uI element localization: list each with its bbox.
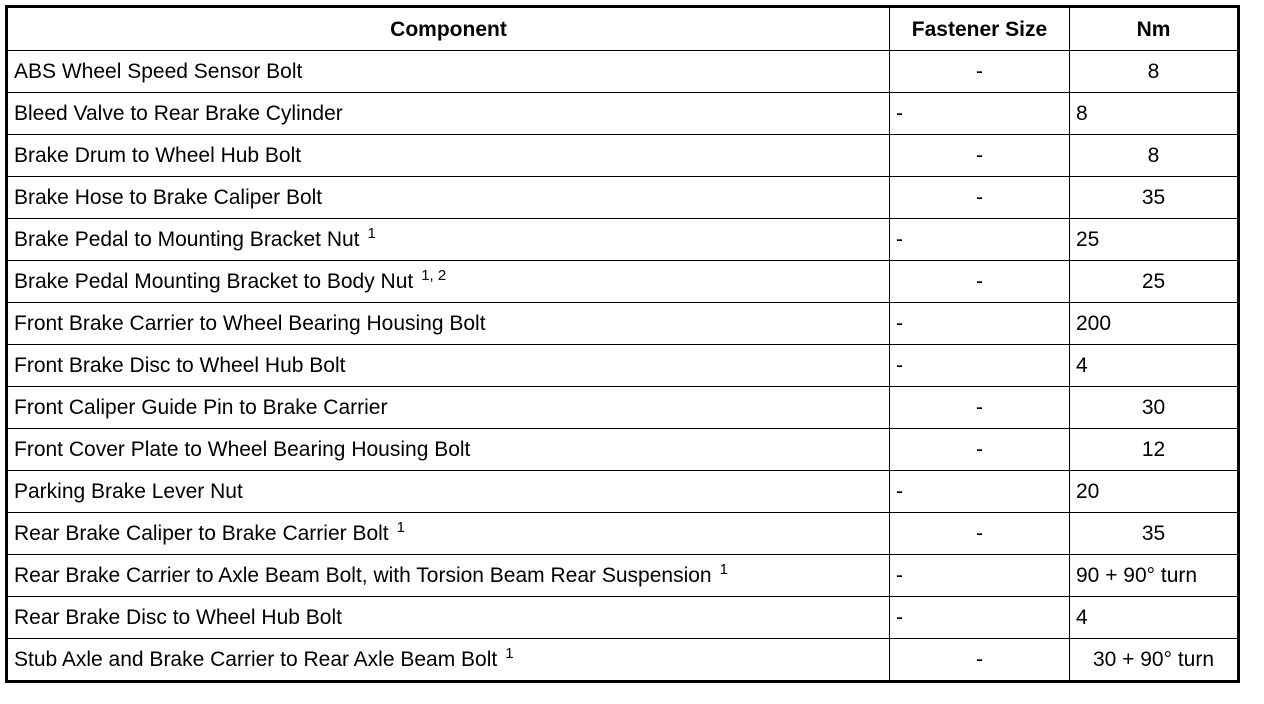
table-row: [7, 429, 1239, 471]
component-name: Front Caliper Guide Pin to Brake Carrier: [14, 396, 388, 419]
component-cell: [7, 639, 890, 682]
fastener-size-cell: -: [890, 429, 1070, 471]
table-row: [7, 93, 1239, 135]
table-row: [7, 135, 1239, 177]
component-cell: [7, 471, 890, 513]
torque-nm-cell: 25: [1070, 261, 1239, 303]
component-name: Rear Brake Disc to Wheel Hub Bolt: [14, 606, 342, 629]
fastener-size-cell: -: [890, 471, 1070, 513]
table-header-row: [7, 7, 1239, 51]
torque-nm-cell: 8: [1070, 93, 1239, 135]
footnote-marker: 1: [367, 225, 376, 242]
component-name: ABS Wheel Speed Sensor Bolt: [14, 60, 303, 83]
torque-nm-cell: 35: [1070, 513, 1239, 555]
component-cell: [7, 135, 890, 177]
table-row: [7, 51, 1239, 93]
component-cell: [7, 303, 890, 345]
component-name: Brake Hose to Brake Caliper Bolt: [14, 186, 323, 209]
table-row: [7, 177, 1239, 219]
component-cell: [7, 261, 890, 303]
footnote-marker: 1: [719, 561, 728, 578]
footnote-marker: 1: [396, 519, 405, 536]
torque-nm-cell: 30: [1070, 387, 1239, 429]
torque-nm-cell: 30 + 90° turn: [1070, 639, 1239, 682]
table-row: [7, 597, 1239, 639]
component-cell: [7, 93, 890, 135]
header-nm: Nm: [1070, 7, 1239, 51]
fastener-size-cell: -: [890, 219, 1070, 261]
fastener-size-cell: -: [890, 513, 1070, 555]
fastener-size-cell: -: [890, 555, 1070, 597]
table-row: [7, 387, 1239, 429]
torque-nm-cell: 4: [1070, 597, 1239, 639]
torque-nm-cell: 12: [1070, 429, 1239, 471]
table-row: [7, 471, 1239, 513]
fastener-size-cell: -: [890, 345, 1070, 387]
table-row: [7, 513, 1239, 555]
component-name: Front Brake Disc to Wheel Hub Bolt: [14, 354, 346, 377]
component-name: Stub Axle and Brake Carrier to Rear Axle Beam Bolt: [14, 648, 498, 671]
component-name: Front Cover Plate to Wheel Bearing Housing Bolt: [14, 438, 471, 461]
component-name: Bleed Valve to Rear Brake Cylinder: [14, 102, 343, 125]
component-name: Rear Brake Caliper to Brake Carrier Bolt: [14, 522, 389, 545]
table-row: [7, 219, 1239, 261]
table-row: [7, 639, 1239, 682]
torque-nm-cell: 90 + 90° turn: [1070, 555, 1239, 597]
torque-nm-cell: 25: [1070, 219, 1239, 261]
torque-spec-table: [5, 5, 1240, 683]
component-cell: [7, 219, 890, 261]
torque-nm-cell: 200: [1070, 303, 1239, 345]
component-cell: [7, 345, 890, 387]
component-cell: [7, 597, 890, 639]
torque-nm-cell: 20: [1070, 471, 1239, 513]
fastener-size-cell: -: [890, 135, 1070, 177]
footnote-marker: 1: [505, 645, 514, 662]
fastener-size-cell: -: [890, 261, 1070, 303]
component-name: Rear Brake Carrier to Axle Beam Bolt, with Torsion Beam Rear Suspension: [14, 564, 712, 587]
component-cell: [7, 513, 890, 555]
fastener-size-cell: -: [890, 93, 1070, 135]
component-cell: [7, 555, 890, 597]
component-name: Front Brake Carrier to Wheel Bearing Housing Bolt: [14, 312, 486, 335]
footnote-marker: 1, 2: [421, 267, 447, 284]
table-row: [7, 303, 1239, 345]
fastener-size-cell: -: [890, 387, 1070, 429]
component-cell: [7, 177, 890, 219]
fastener-size-cell: -: [890, 639, 1070, 682]
torque-nm-cell: 8: [1070, 135, 1239, 177]
fastener-size-cell: -: [890, 51, 1070, 93]
table-row: [7, 261, 1239, 303]
torque-nm-cell: 8: [1070, 51, 1239, 93]
fastener-size-cell: -: [890, 177, 1070, 219]
component-cell: [7, 429, 890, 471]
component-cell: [7, 51, 890, 93]
table-row: [7, 555, 1239, 597]
component-name: Brake Drum to Wheel Hub Bolt: [14, 144, 302, 167]
torque-nm-cell: 4: [1070, 345, 1239, 387]
header-component: Component: [7, 7, 890, 51]
component-name: Parking Brake Lever Nut: [14, 480, 243, 503]
fastener-size-cell: -: [890, 303, 1070, 345]
torque-nm-cell: 35: [1070, 177, 1239, 219]
fastener-size-cell: -: [890, 597, 1070, 639]
component-name: Brake Pedal to Mounting Bracket Nut: [14, 228, 360, 251]
table-row: [7, 345, 1239, 387]
component-name: Brake Pedal Mounting Bracket to Body Nut: [14, 270, 414, 293]
header-fastener-size: Fastener Size: [890, 7, 1070, 51]
component-cell: [7, 387, 890, 429]
